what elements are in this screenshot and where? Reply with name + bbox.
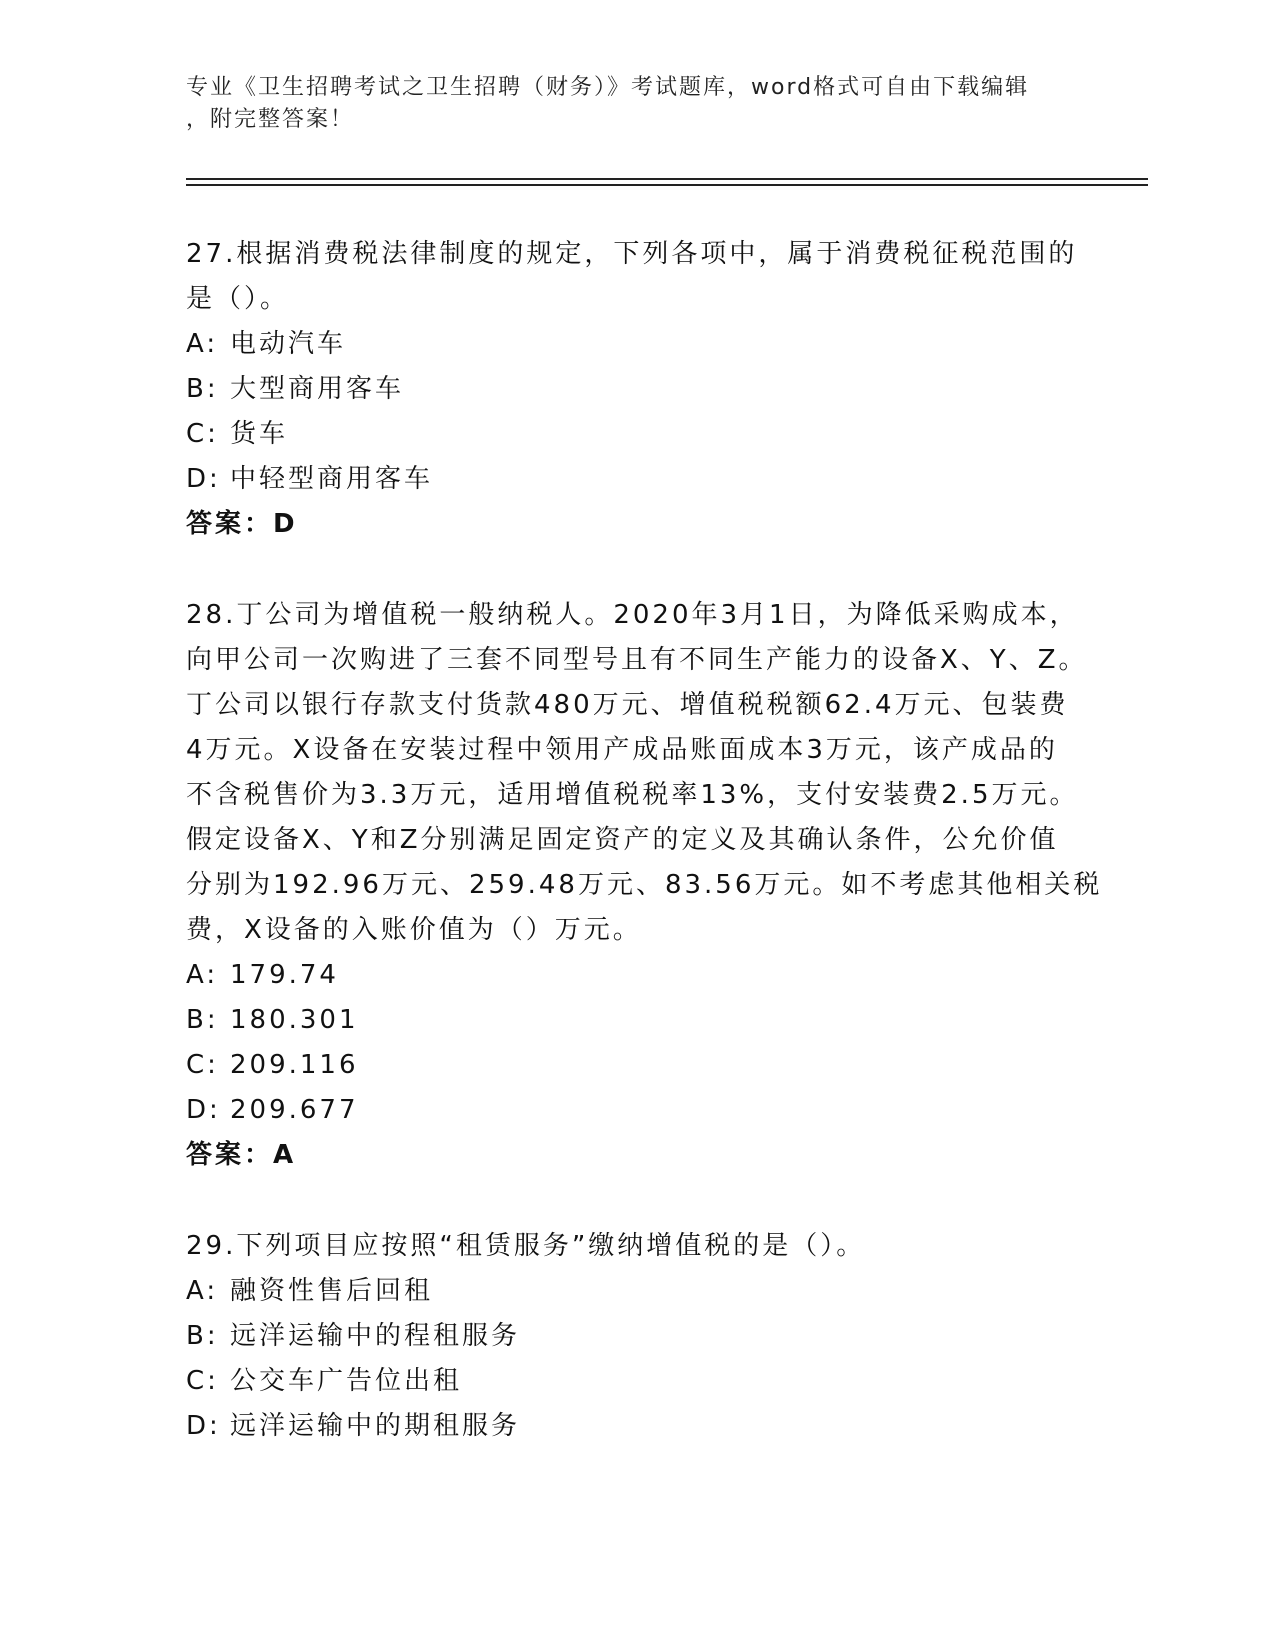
question-spacer <box>186 547 1086 593</box>
option-key: D: <box>186 1095 221 1125</box>
page-header <box>186 72 1066 136</box>
question-28-option-d <box>186 1088 1086 1133</box>
option-key: D: <box>186 464 221 494</box>
question-spacer <box>186 1178 1086 1224</box>
option-key: B: <box>186 374 219 404</box>
question-27-answer: 答案：D <box>186 509 298 539</box>
question-28 <box>186 593 1103 1178</box>
option-text: 电动汽车 <box>230 329 347 359</box>
option-key: B: <box>186 1005 219 1035</box>
header-divider-top <box>186 178 1148 180</box>
option-key: C: <box>186 1050 219 1080</box>
question-29-option-b <box>186 1314 1086 1359</box>
question-27-line-2: 是（）。 <box>186 284 290 314</box>
option-text: 209.677 <box>230 1095 359 1125</box>
option-text: 公交车广告位出租 <box>230 1366 463 1396</box>
option-text: 远洋运输中的程租服务 <box>230 1321 521 1351</box>
header-divider-bottom <box>186 184 1148 186</box>
option-text: 远洋运输中的期租服务 <box>230 1411 521 1441</box>
question-28-line-6: 假定设备X、Y和Z分别满足固定资产的定义及其确认条件，公允价值 <box>186 825 1059 855</box>
option-text: 179.74 <box>230 960 339 990</box>
question-28-line-3: 丁公司以银行存款支付货款480万元、增值税税额62.4万元、包装费 <box>186 690 1069 720</box>
question-27-option-c <box>186 412 1086 457</box>
question-list <box>186 232 1103 1449</box>
option-text: 中轻型商用客车 <box>230 464 434 494</box>
option-text: 融资性售后回租 <box>230 1276 434 1306</box>
question-28-option-b <box>186 998 1086 1043</box>
question-27 <box>186 232 1086 547</box>
question-28-option-c <box>186 1043 1086 1088</box>
question-29-line-1: 29.下列项目应按照“租赁服务”缴纳增值税的是（）。 <box>186 1231 866 1261</box>
question-27-option-b <box>186 367 1086 412</box>
question-29-option-d <box>186 1404 1086 1449</box>
option-text: 209.116 <box>230 1050 359 1080</box>
question-29-option-c <box>186 1359 1086 1404</box>
question-28-line-2: 向甲公司一次购进了三套不同型号且有不同生产能力的设备X、Y、Z。 <box>186 645 1088 675</box>
question-28-line-5: 不含税售价为3.3万元，适用增值税税率13%，支付安装费2.5万元。 <box>186 780 1079 810</box>
question-27-line-1: 27.根据消费税法律制度的规定，下列各项中，属于消费税征税范围的 <box>186 239 1078 269</box>
option-key: A: <box>186 960 219 990</box>
question-28-line-7: 分别为192.96万元、259.48万元、83.56万元。如不考虑其他相关税 <box>186 870 1103 900</box>
question-27-option-d <box>186 457 1086 502</box>
option-key: C: <box>186 419 219 449</box>
option-text: 180.301 <box>230 1005 359 1035</box>
option-key: A: <box>186 329 219 359</box>
option-text: 大型商用客车 <box>230 374 405 404</box>
header-line-1: 专业《卫生招聘考试之卫生招聘（财务）》考试题库，word格式可自由下载编辑 <box>186 75 1030 100</box>
question-28-option-a <box>186 953 1086 998</box>
question-28-line-8: 费，X设备的入账价值为（）万元。 <box>186 915 642 945</box>
option-key: D: <box>186 1411 221 1441</box>
option-text: 货车 <box>230 419 289 449</box>
question-29 <box>186 1224 1086 1449</box>
question-27-option-a <box>186 322 1086 367</box>
header-line-2: ，附完整答案！ <box>186 107 355 132</box>
option-key: A: <box>186 1276 219 1306</box>
question-29-option-a <box>186 1269 1086 1314</box>
question-28-line-4: 4万元。X设备在安装过程中领用产成品账面成本3万元，该产成品的 <box>186 735 1058 765</box>
question-28-answer: 答案：A <box>186 1140 297 1170</box>
option-key: B: <box>186 1321 219 1351</box>
question-28-line-1: 28.丁公司为增值税一般纳税人。2020年3月1日，为降低采购成本， <box>186 600 1079 630</box>
option-key: C: <box>186 1366 219 1396</box>
